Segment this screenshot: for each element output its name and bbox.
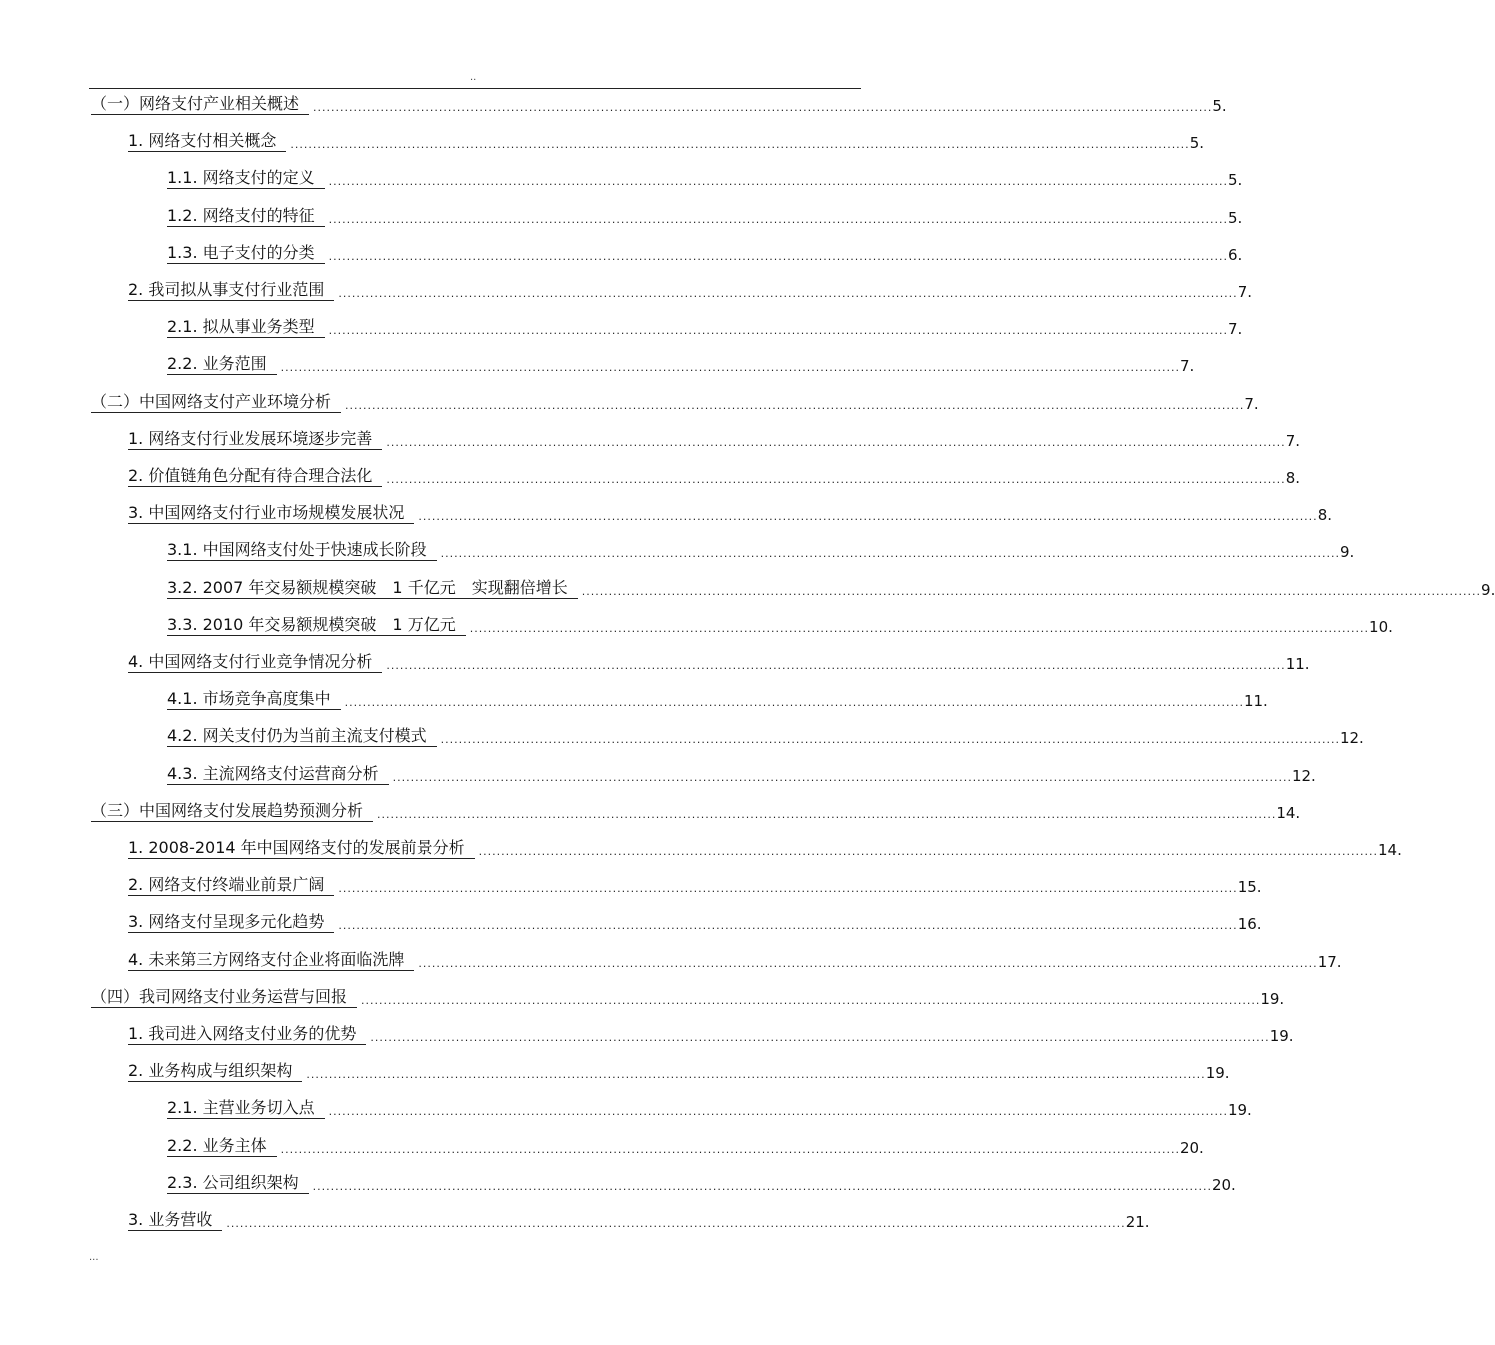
toc-entry-title[interactable]: （三）中国网络支付发展趋势预测分析 <box>91 802 373 822</box>
toc-entry-page-number[interactable]: 7. <box>1227 320 1243 338</box>
toc-entry-page-number[interactable]: 19. <box>1269 1027 1294 1045</box>
toc-entry[interactable] <box>128 1023 1294 1045</box>
toc-entry-page-number[interactable]: 19. <box>1260 990 1285 1008</box>
toc-dot-leader: ........................................................................................................................................................................................................ <box>312 1180 1212 1193</box>
toc-entry-title[interactable]: 2.3. 公司组织架构 <box>167 1174 309 1194</box>
toc-entry-title[interactable]: 2. 价值链角色分配有待合理合法化 <box>128 467 382 487</box>
toc-entry[interactable] <box>167 688 1268 710</box>
toc-entry-title[interactable]: 3. 网络支付呈现多元化趋势 <box>128 913 334 933</box>
toc-dot-leader: ........................................................................................................................................................................................................ <box>338 919 1238 932</box>
toc-dot-leader: ........................................................................................................................................................................................................ <box>478 845 1378 858</box>
toc-entry[interactable] <box>167 205 1243 227</box>
toc-entry-page-number[interactable]: 5. <box>1189 134 1204 152</box>
toc-entry-page-number[interactable]: 11. <box>1285 655 1310 673</box>
toc-entry-page-number[interactable]: 10. <box>1369 618 1393 636</box>
toc-dot-leader: ........................................................................................................................................................................................................ <box>313 101 1213 114</box>
toc-entry-page-number[interactable]: 11. <box>1243 692 1268 710</box>
toc-entry-title[interactable]: 3. 业务营收 <box>128 1211 222 1231</box>
toc-entry[interactable] <box>167 763 1316 785</box>
toc-entry-page-number[interactable]: 9. <box>1481 581 1495 599</box>
toc-dot-leader: ........................................................................................................................................................................................................ <box>338 882 1238 895</box>
toc-entry-title[interactable]: 1. 网络支付相关概念 <box>128 132 286 152</box>
toc-entry-title[interactable]: 4.1. 市场竞争高度集中 <box>167 690 341 710</box>
toc-entry[interactable] <box>128 874 1262 896</box>
toc-entry[interactable] <box>128 837 1402 859</box>
toc-entry[interactable] <box>167 1172 1236 1194</box>
toc-dot-leader: ........................................................................................................................................................................................................ <box>469 622 1370 635</box>
header-divider <box>89 88 861 89</box>
toc-dot-leader: ........................................................................................................................................................................................................ <box>386 436 1286 449</box>
toc-dot-leader: ........................................................................................................................................................................................................ <box>370 1031 1270 1044</box>
toc-entry-title[interactable]: 3.1. 中国网络支付处于快速成长阶段 <box>167 541 437 561</box>
toc-entry[interactable] <box>128 1060 1230 1082</box>
toc-entry-title[interactable]: 4. 未来第三方网络支付企业将面临洗牌 <box>128 951 414 971</box>
toc-entry-page-number[interactable]: 16. <box>1237 915 1262 933</box>
toc-dot-leader: ........................................................................................................................................................................................................ <box>361 994 1261 1007</box>
toc-dot-leader: ........................................................................................................................................................................................................ <box>386 473 1286 486</box>
header-mark: .. <box>470 72 477 83</box>
toc-entry-title[interactable]: 1. 我司进入网络支付业务的优势 <box>128 1025 366 1045</box>
toc-entry-title[interactable]: 2.2. 业务范围 <box>167 355 277 375</box>
toc-dot-leader: ........................................................................................................................................................................................................ <box>280 1143 1180 1156</box>
toc-entry-title[interactable]: 3.2. 2007 年交易额规模突破 1 千亿元 实现翻倍增长 <box>167 579 578 599</box>
toc-entry-page-number[interactable]: 9. <box>1339 543 1355 561</box>
toc-dot-leader: ........................................................................................................................................................................................................ <box>328 213 1228 226</box>
toc-entry-page-number[interactable]: 8. <box>1317 506 1332 524</box>
toc-entry-page-number[interactable]: 17. <box>1317 953 1342 971</box>
toc-entry-page-number[interactable]: 12. <box>1291 767 1316 785</box>
toc-entry-title[interactable]: 2.1. 拟从事业务类型 <box>167 318 325 338</box>
toc-entry-page-number[interactable]: 5. <box>1212 97 1227 115</box>
toc-entry-page-number[interactable]: 7. <box>1285 432 1300 450</box>
toc-entry-page-number[interactable]: 7. <box>1179 357 1195 375</box>
toc-entry-page-number[interactable]: 19. <box>1205 1064 1230 1082</box>
toc-entry[interactable] <box>167 614 1393 636</box>
toc-dot-leader: ........................................................................................................................................................................................................ <box>345 399 1245 412</box>
toc-entry[interactable] <box>167 242 1243 264</box>
toc-dot-leader: ........................................................................................................................................................................................................ <box>328 324 1228 337</box>
toc-entry-title[interactable]: 4.2. 网关支付仍为当前主流支付模式 <box>167 727 437 747</box>
toc-entry[interactable] <box>128 130 1204 152</box>
toc-dot-leader: ........................................................................................................................................................................................................ <box>344 696 1244 709</box>
toc-entry-title[interactable]: （四）我司网络支付业务运营与回报 <box>91 988 357 1008</box>
toc-entry[interactable] <box>167 1097 1252 1119</box>
toc-entry-title[interactable]: 2.1. 主营业务切入点 <box>167 1099 325 1119</box>
toc-entry[interactable] <box>128 428 1300 450</box>
toc-dot-leader: ........................................................................................................................................................................................................ <box>328 175 1228 188</box>
toc-dot-leader: ........................................................................................................................................................................................................ <box>418 957 1318 970</box>
toc-dot-leader: ........................................................................................................................................................................................................ <box>386 659 1286 672</box>
toc-dot-leader: ........................................................................................................................................................................................................ <box>377 808 1277 821</box>
toc-entry-title[interactable]: 1.3. 电子支付的分类 <box>167 244 325 264</box>
toc-entry[interactable] <box>91 800 1301 822</box>
toc-dot-leader: ........................................................................................................................................................................................................ <box>290 138 1190 151</box>
toc-entry-page-number[interactable]: 5. <box>1227 209 1243 227</box>
toc-entry[interactable] <box>167 577 1495 599</box>
toc-entry[interactable] <box>91 93 1227 115</box>
toc-dot-leader: ........................................................................................................................................................................................................ <box>226 1217 1126 1230</box>
toc-dot-leader: ........................................................................................................................................................................................................ <box>418 510 1318 523</box>
toc-entry[interactable] <box>128 651 1310 673</box>
toc-dot-leader: ........................................................................................................................................................................................................ <box>338 287 1238 300</box>
toc-entry-page-number[interactable]: 14. <box>1276 804 1301 822</box>
toc-entry-page-number[interactable]: 19. <box>1227 1101 1252 1119</box>
toc-entry-title[interactable]: 2.2. 业务主体 <box>167 1137 277 1157</box>
toc-entry-page-number[interactable]: 6. <box>1227 246 1243 264</box>
toc-entry-title[interactable]: 1.2. 网络支付的特征 <box>167 207 325 227</box>
toc-entry-title[interactable]: 2. 网络支付终端业前景广阔 <box>128 876 334 896</box>
toc-dot-leader: ........................................................................................................................................................................................................ <box>306 1068 1206 1081</box>
toc-entry-title[interactable]: 3.3. 2010 年交易额规模突破 1 万亿元 <box>167 616 466 636</box>
toc-entry[interactable] <box>91 391 1259 413</box>
toc-entry[interactable] <box>167 353 1195 375</box>
toc-entry[interactable] <box>167 167 1243 189</box>
toc-entry-page-number[interactable]: 8. <box>1285 469 1300 487</box>
toc-entry[interactable] <box>167 725 1364 747</box>
toc-entry-title[interactable]: （一）网络支付产业相关概述 <box>91 95 309 115</box>
toc-entry-title[interactable]: 2. 业务构成与组织架构 <box>128 1062 302 1082</box>
toc-entry-title[interactable]: 2. 我司拟从事支付行业范围 <box>128 281 334 301</box>
toc-entry-title[interactable]: 1. 2008-2014 年中国网络支付的发展前景分析 <box>128 839 475 859</box>
footer-mark: ... <box>89 1252 99 1263</box>
toc-dot-leader: ........................................................................................................................................................................................................ <box>440 733 1340 746</box>
toc-dot-leader: ........................................................................................................................................................................................................ <box>581 585 1482 598</box>
toc-dot-leader: ........................................................................................................................................................................................................ <box>328 250 1228 263</box>
toc-entry-title[interactable]: 1. 网络支付行业发展环境逐步完善 <box>128 430 382 450</box>
toc-entry-page-number[interactable]: 20. <box>1179 1139 1204 1157</box>
toc-entry-page-number[interactable]: 7. <box>1244 395 1259 413</box>
toc-entry-page-number[interactable]: 20. <box>1211 1176 1236 1194</box>
toc-entry-page-number[interactable]: 5. <box>1227 171 1243 189</box>
toc-entry-title[interactable]: 4.3. 主流网络支付运营商分析 <box>167 765 389 785</box>
toc-entry-title[interactable]: 4. 中国网络支付行业竞争情况分析 <box>128 653 382 673</box>
toc-dot-leader: ........................................................................................................................................................................................................ <box>280 361 1180 374</box>
toc-entry-title[interactable]: 3. 中国网络支付行业市场规模发展状况 <box>128 504 414 524</box>
toc-entry-page-number[interactable]: 12. <box>1339 729 1364 747</box>
toc-entry-title[interactable]: （二）中国网络支付产业环境分析 <box>91 393 341 413</box>
toc-entry[interactable] <box>128 949 1342 971</box>
toc-entry[interactable] <box>128 1209 1150 1231</box>
toc-entry[interactable] <box>167 316 1243 338</box>
toc-entry-title[interactable]: 1.1. 网络支付的定义 <box>167 169 325 189</box>
toc-entry-page-number[interactable]: 21. <box>1125 1213 1150 1231</box>
toc-entry-page-number[interactable]: 7. <box>1237 283 1252 301</box>
toc-dot-leader: ........................................................................................................................................................................................................ <box>392 771 1292 784</box>
toc-entry[interactable] <box>128 502 1332 524</box>
toc-entry[interactable] <box>128 911 1262 933</box>
toc-entry[interactable] <box>167 1135 1204 1157</box>
toc-entry[interactable] <box>128 279 1252 301</box>
toc-dot-leader: ........................................................................................................................................................................................................ <box>328 1105 1228 1118</box>
toc-entry[interactable] <box>91 986 1285 1008</box>
toc-entry-page-number[interactable]: 14. <box>1377 841 1402 859</box>
toc-entry[interactable] <box>128 465 1300 487</box>
toc-entry-page-number[interactable]: 15. <box>1237 878 1262 896</box>
toc-entry[interactable] <box>167 539 1355 561</box>
toc-dot-leader: ........................................................................................................................................................................................................ <box>440 547 1340 560</box>
